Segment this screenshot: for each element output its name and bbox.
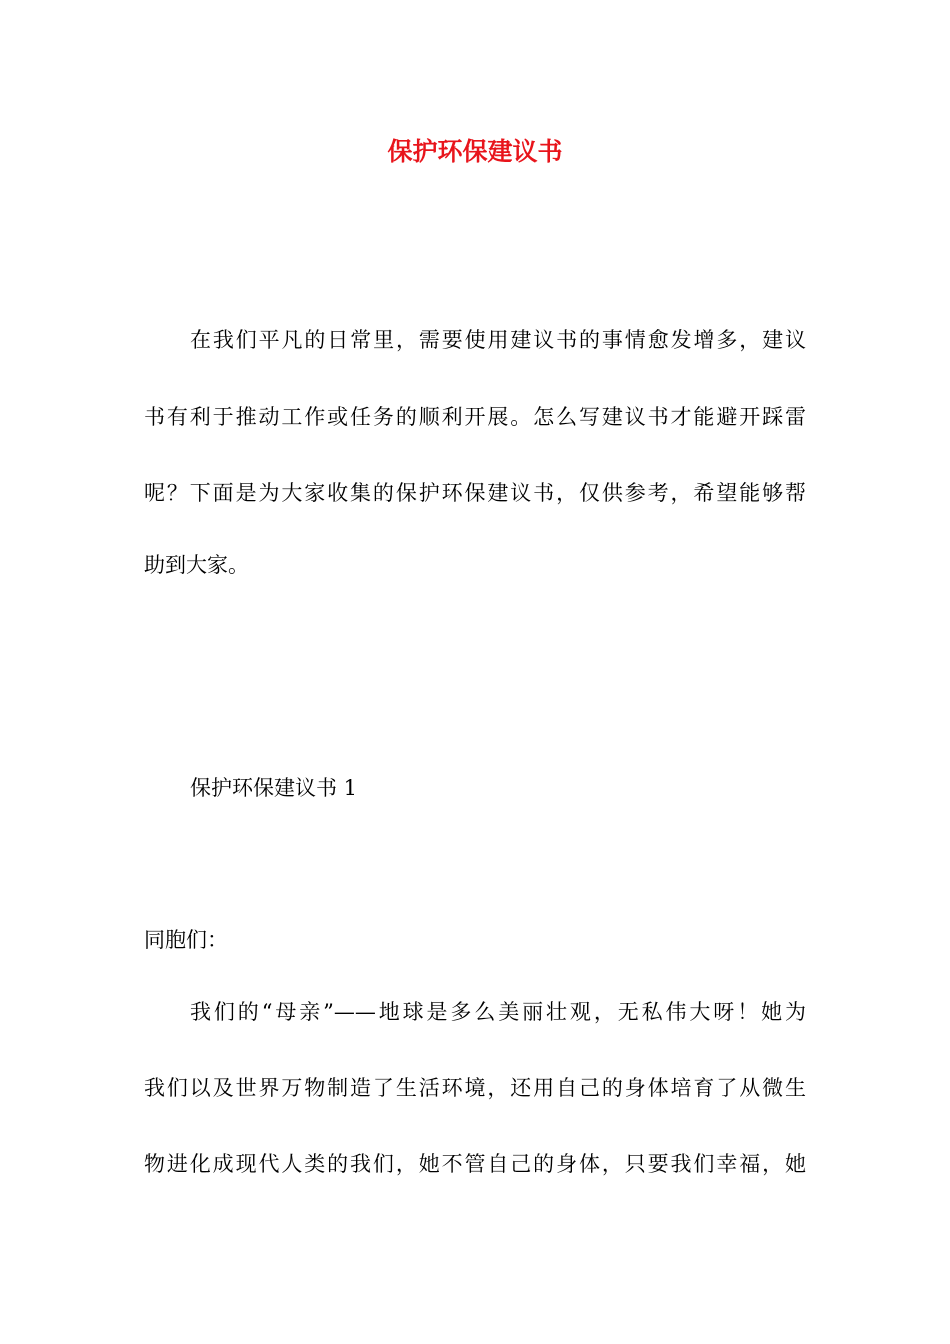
intro-line-3: 呢？下面是为大家收集的保护环保建议书，仅供参考，希望能够帮 [144,481,806,505]
body-line-2: 我们以及世界万物制造了生活环境，还用自己的身体培育了从微生 [144,1076,806,1100]
intro-line-4: 助到大家。 [144,553,249,577]
body-line-3: 物进化成现代人类的我们，她不管自己的身体，只要我们幸福，她 [144,1152,806,1176]
section-heading: 保护环保建议书 1 [190,776,358,800]
document-title: 保护环保建议书 [387,137,563,166]
intro-line-1: 在我们平凡的日常里，需要使用建议书的事情愈发增多，建议 [190,328,806,352]
intro-line-2: 书有利于推动工作或任务的顺利开展。怎么写建议书才能避开踩雷 [144,405,806,429]
salutation: 同胞们： [144,928,228,952]
body-line-1: 我们的“母亲”——地球是多么美丽壮观，无私伟大呀！她为 [190,1000,806,1024]
